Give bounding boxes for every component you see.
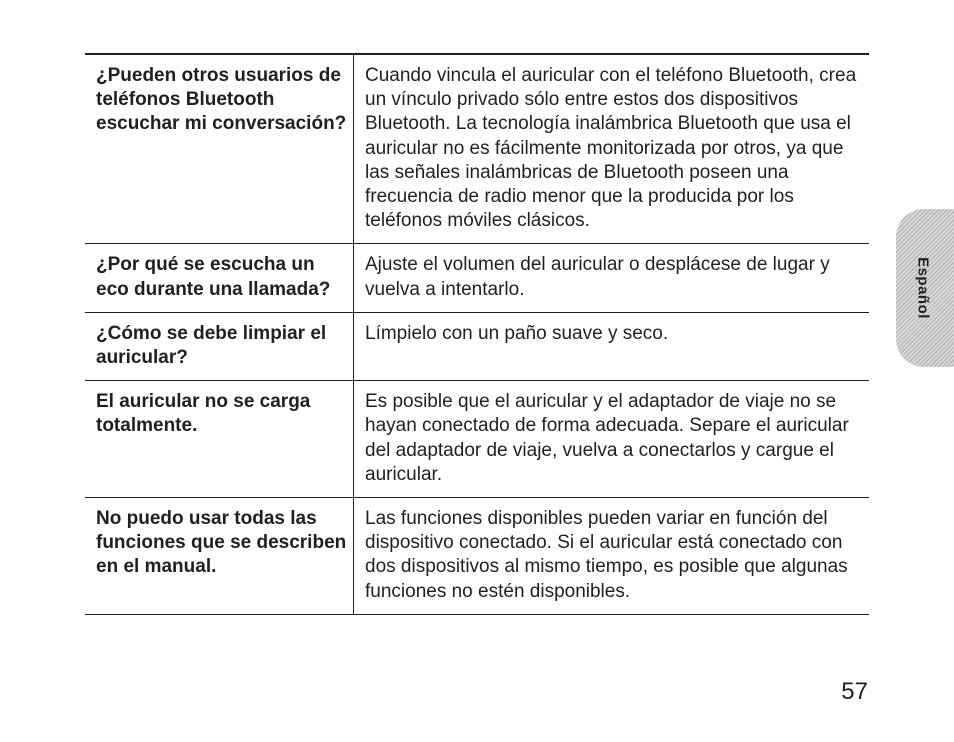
faq-answer: Ajuste el volumen del auricular o desplácese de lugar y vuelva a intentarlo.	[365, 254, 830, 300]
faq-table	[85, 53, 869, 615]
faq-question: El auricular no se carga totalmente.	[85, 381, 354, 498]
faq-question: ¿Pueden otros usuarios de teléfonos Bluetooth escuchar mi conversación?	[85, 54, 354, 244]
faq-question: ¿Por qué se escucha un eco durante una llamada?	[85, 244, 354, 312]
faq-row	[85, 498, 869, 615]
language-tab-label: Español	[914, 257, 932, 319]
faq-question: ¿Cómo se debe limpiar el auricular?	[85, 312, 354, 380]
faq-answer: Es posible que el auricular y el adaptador de viaje no se hayan conectado de forma adecuada. Separe el auricular del adaptador de viaje, vuelva a conectarlos y cargue el auricular.	[365, 391, 849, 485]
faq-row	[85, 244, 869, 312]
faq-answer: Límpielo con un paño suave y seco.	[365, 322, 669, 344]
faq-row	[85, 54, 869, 244]
faq-answer: Las funciones disponibles pueden variar en función del dispositivo conectado. Si el auricular está conectado con dos dispositivos al mismo tiempo, es posible que algunas funciones no estén disponibles.	[365, 508, 848, 602]
faq-question: No puedo usar todas las funciones que se describen en el manual.	[85, 498, 354, 615]
faq-row	[85, 312, 869, 380]
page-number: 57	[841, 678, 868, 705]
faq-row	[85, 381, 869, 498]
faq-answer: Cuando vincula el auricular con el teléfono Bluetooth, crea un vínculo privado sólo entre estos dos dispositivos Bluetooth. La tecnología inalámbrica Bluetooth que usa el auricular no es fácilmente monitorizada por otros, ya que las señales inalámbricas de Bluetooth poseen una frecuencia de radio menor que la producida por los teléfonos móviles clásicos.	[365, 65, 857, 232]
